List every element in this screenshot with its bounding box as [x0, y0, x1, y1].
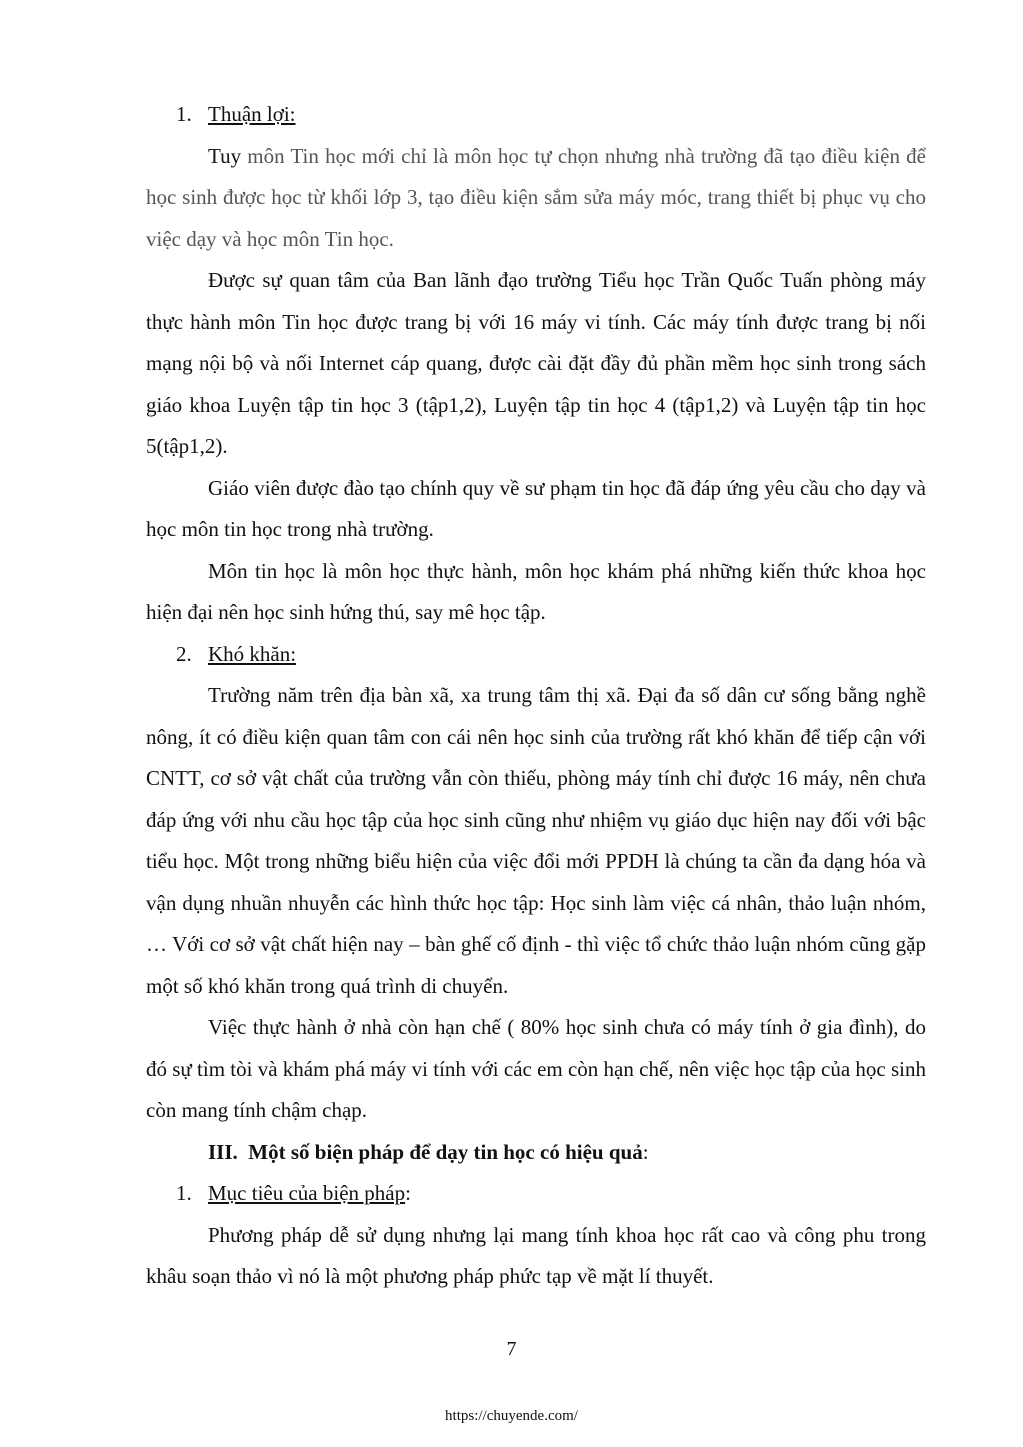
- footer-url[interactable]: https://chuyende.com/: [445, 1408, 578, 1424]
- paragraph-rest: môn Tin học mới chỉ là môn học tự chọn nhưng nhà trường đã tạo điều kiện để học sinh được học từ khối lớp 3, tạo điều kiện sắm sửa máy móc, trang thiết bị phục vụ cho việc dạy và học môn Tin học.: [146, 143, 926, 251]
- heading-muc-tieu: [146, 1173, 926, 1215]
- paragraph: Môn tin học là môn học thực hành, môn học khám phá những kiến thức khoa học hiện đại nên học sinh hứng thú, say mê học tập.: [146, 558, 926, 624]
- heading-number: 1.: [176, 102, 192, 126]
- paragraph: [146, 136, 926, 261]
- heading-thuan-loi: [146, 94, 926, 136]
- paragraph: Giáo viên được đào tạo chính quy về sư phạm tin học đã đáp ứng yêu cầu cho dạy và học môn tin học trong nhà trường.: [146, 475, 926, 541]
- heading-title: Mục tiêu của biện pháp: [208, 1181, 406, 1205]
- page-number: 7: [506, 1338, 517, 1360]
- heading-colon: :: [642, 1139, 649, 1164]
- page-content: [146, 94, 926, 1298]
- heading-number: III.: [208, 1139, 238, 1164]
- paragraph: Phương pháp dễ sử dụng nhưng lại mang tính khoa học rất cao và công phu trong khâu soạn thảo vì nó là một phương pháp phức tạp về mặt lí thuyết.: [146, 1222, 926, 1288]
- heading-colon: :: [405, 1181, 411, 1205]
- heading-title: Một số biện pháp để dạy tin học có hiệu quả: [248, 1139, 643, 1164]
- heading-bien-phap: [146, 1132, 926, 1174]
- paragraph: Việc thực hành ở nhà còn hạn chế ( 80% học sinh chưa có máy tính ở gia đình), do đó sự tìm tòi và khám phá máy vi tính với các em còn hạn chế, nên việc học tập của học sinh còn mang tính chậm chạp.: [146, 1015, 927, 1122]
- heading-title: Khó khăn:: [208, 641, 297, 666]
- heading-title: Thuận lợi:: [208, 102, 296, 126]
- paragraph-first-word: Tuy: [208, 143, 242, 168]
- heading-number: 2.: [176, 641, 192, 666]
- heading-kho-khan: [146, 634, 926, 676]
- paragraph: Được sự quan tâm của Ban lãnh đạo trường Tiểu học Trần Quốc Tuấn phòng máy thực hành môn Tin học được trang bị với 16 máy vi tính. Các máy tính được trang bị nối mạng nội bộ và nối Internet cáp quang, được cài đặt đầy đủ phần mềm học sinh trong sách giáo khoa Luyện tập tin học 3 (tập1,2), Luyện tập tin học 4 (tập1,2) và Luyện tập tin học 5(tập1,2).: [146, 268, 926, 458]
- paragraph: Trường năm trên địa bàn xã, xa trung tâm thị xã. Đại đa số dân cư sống bằng nghề nông, ít có điều kiện quan tâm con cái nên học sinh của trường rất khó khăn để tiếp cận với CNTT, cơ sở vật chất của trường vẫn còn thiếu, phòng máy tính chỉ được 16 máy, nên chưa đáp ứng với nhu cầu học tập của học sinh cũng như nhiệm vụ giáo dục hiện nay đối với bậc tiểu học. Một trong những biểu hiện của việc đổi mới PPDH là chúng ta cần đa dạng hóa và vận dụng nhuần nhuyễn các hình thức học tập: Học sinh làm việc cá nhân, thảo luận nhóm, … Với cơ sở vật chất hiện nay – bàn ghế cố định - thì việc tổ chức thảo luận nhóm cũng gặp một số khó khăn trong quá trình di chuyển.: [146, 683, 926, 998]
- heading-number: 1.: [176, 1181, 192, 1205]
